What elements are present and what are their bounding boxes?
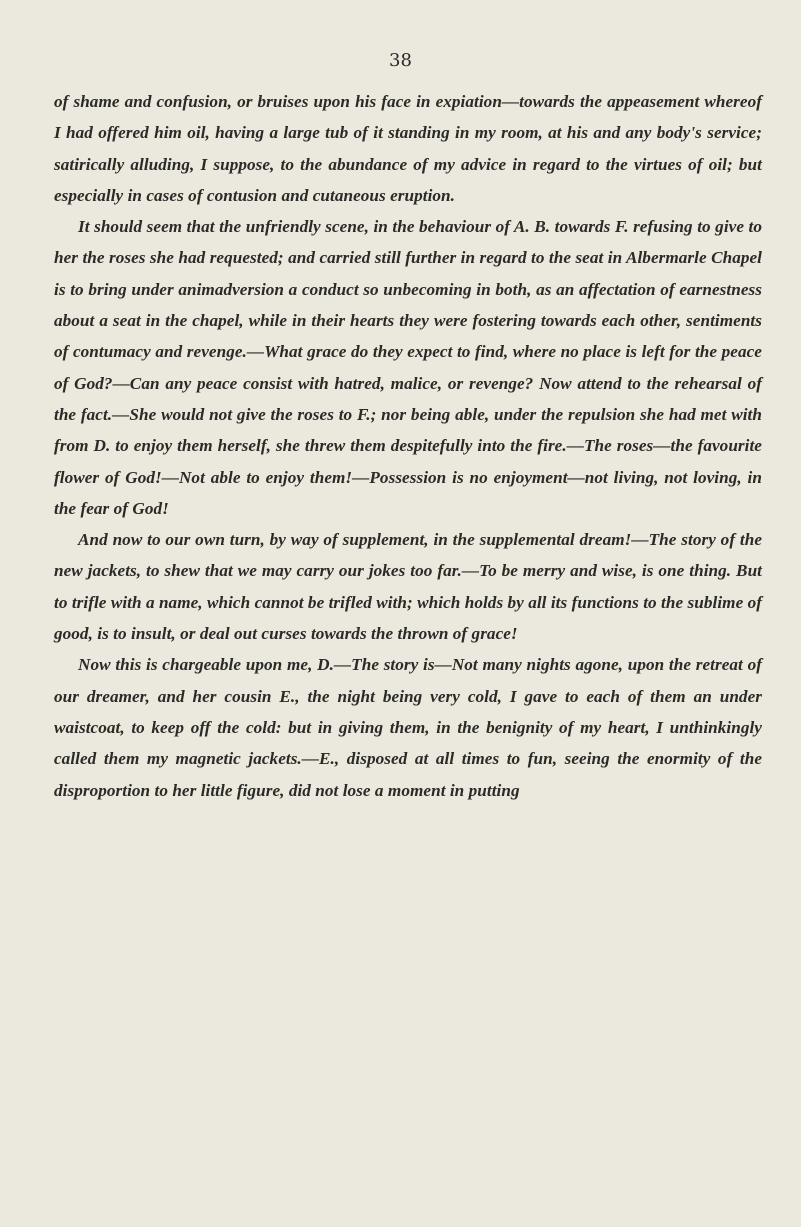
body-text (54, 86, 762, 806)
page-number: 38 (389, 50, 412, 71)
paragraph-2: It should seem that the unfriendly scene, in the behaviour of A. B. towards F. refusing to give to her the roses she had requested; and carried still further in regard to the seat in Albermarle Chapel is to bring under animadversion a conduct so unbecoming in both, as an affectation of earnestness about a seat in the chapel, while in their hearts they were fostering towards each other, sentiments of contumacy and revenge.—What grace do they expect to find, where no place is left for the peace of God?—Can any peace consist with hatred, malice, or revenge? Now attend to the rehearsal of the fact.—She would not give the roses to F.; nor being able, under the repulsion she had met with from D. to enjoy them herself, she threw them despitefully into the fire.—The roses—the favourite flower of God!—Not able to enjoy them!—Possession is no enjoyment—not living, not loving, in the fear of God! (54, 217, 762, 518)
paragraph-3: And now to our own turn, by way of supplement, in the supplemental dream!—The story of the new jackets, to shew that we may carry our jokes too far.—To be merry and wise, is one thing. But to trifle with a name, which cannot be trifled with; which holds by all its functions to the sublime of good, is to insult, or deal out curses towards the thrown of grace! (54, 530, 763, 644)
paragraph-4: Now this is chargeable upon me, D.—The story is—Not many nights agone, upon the retreat of our dreamer, and her cousin E., the night being very cold, I gave to each of them an under waistcoat, to keep off the cold: but in giving them, in the benignity of my heart, I unthinkingly called them my magnetic jackets.—E., disposed at all times to fun, seeing the enormity of the disproportion to her little figure, did not lose a moment in putting (54, 655, 762, 800)
paragraph-1: of shame and confusion, or bruises upon his face in expiation—towards the appeasement whereof I had offered him oil, having a large tub of it standing in my room, at his and any body's service; satirically alluding, I suppose, to the abundance of my advice in regard to the virtues of oil; but especially in cases of contusion and cutaneous eruption. (54, 92, 762, 205)
